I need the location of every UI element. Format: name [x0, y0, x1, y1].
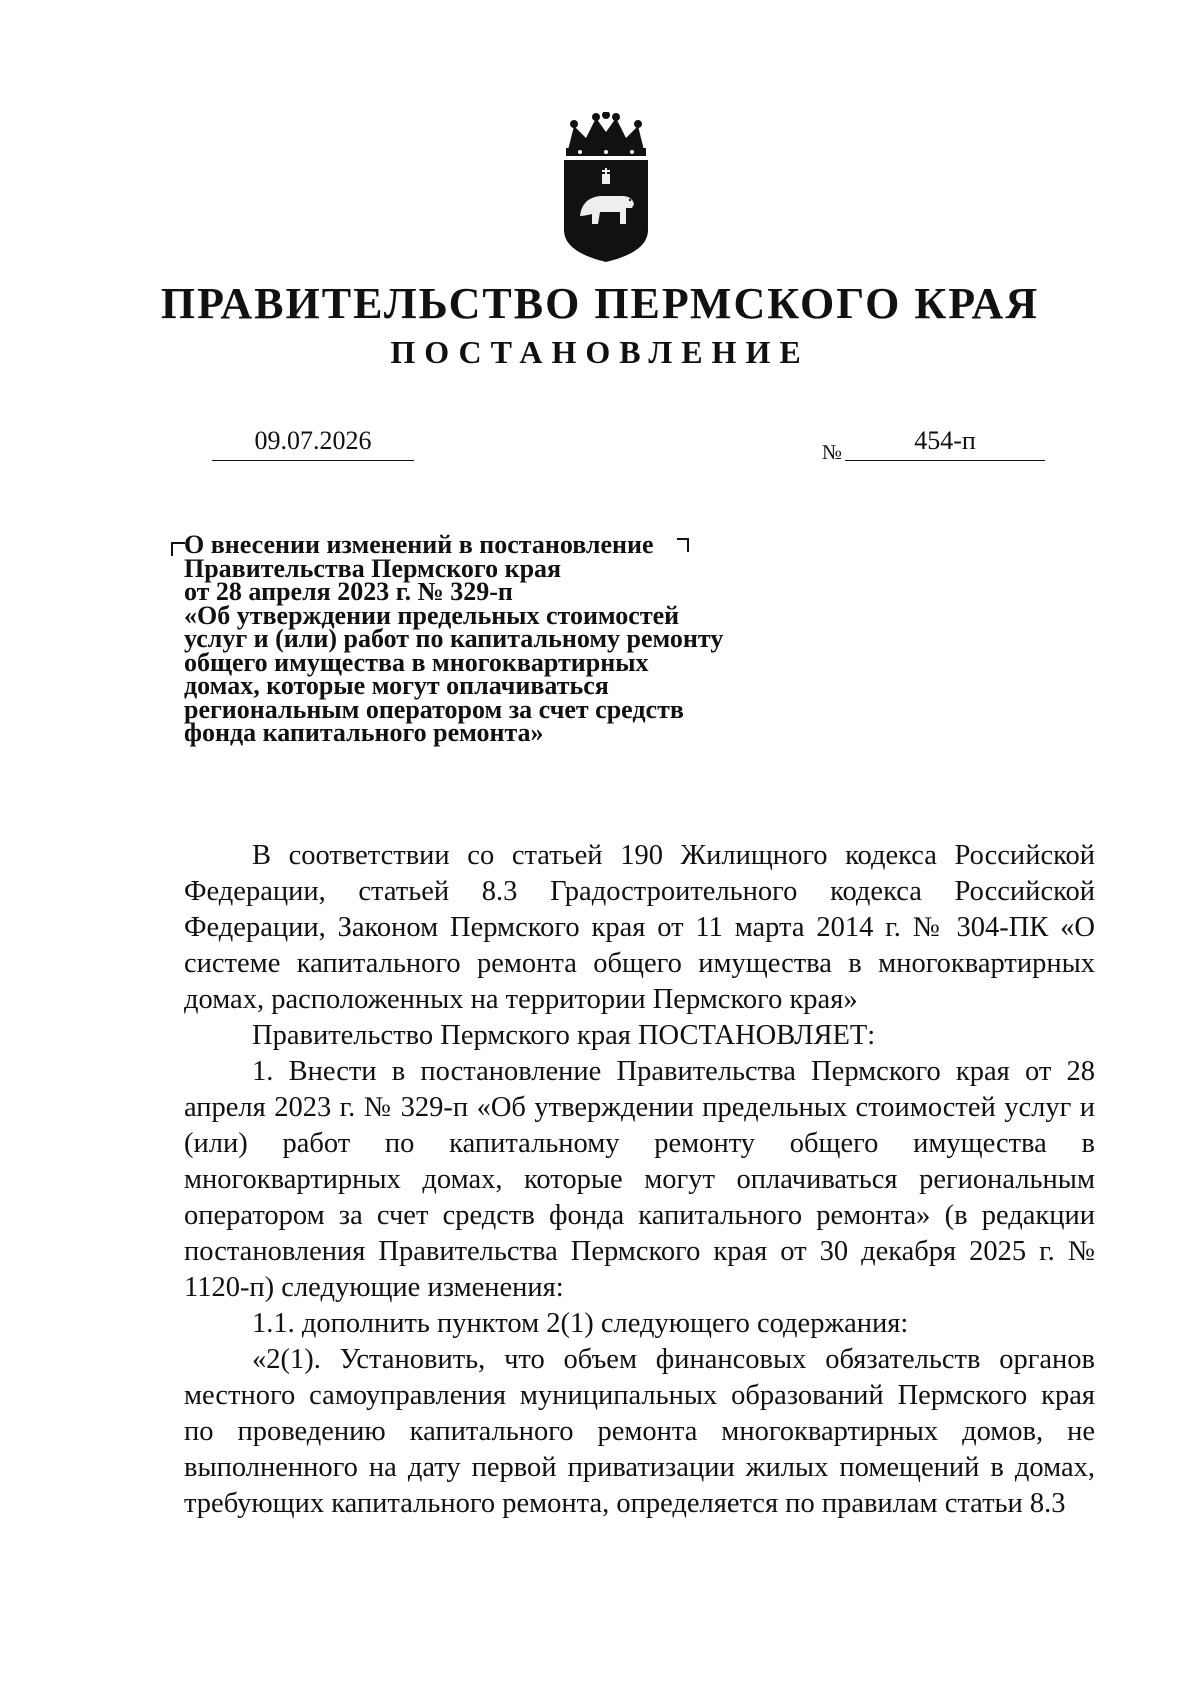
- document-body: [184, 838, 1095, 1522]
- number-sign: №: [822, 440, 843, 464]
- body-paragraph: 1.1. дополнить пунктом 2(1) следующего содержания:: [252, 1308, 909, 1339]
- subject-line: фонда капитального ремонта»: [184, 718, 544, 747]
- document-number: 454-п: [845, 426, 1045, 461]
- body-paragraph: «2(1). Установить, что объем финансовых обязательств органов местного самоуправления муниципальных образований Пермского края по проведению капитального ремонта многоквартирных домов, не выполненного на дату первой приватизации жилых помещений в домах, требующих капитального ремонта, определяется по правилам статьи 8.3: [184, 1344, 1095, 1519]
- subject-line: Правительства Пермского края: [184, 553, 562, 583]
- subject-line: региональным оператором за счет средств: [184, 694, 684, 724]
- government-title: ПРАВИТЕЛЬСТВО ПЕРМСКОГО КРАЯ: [160, 279, 1040, 328]
- subject-line: домах, которые могут оплачиваться: [184, 671, 609, 700]
- body-paragraph: В соответствии со статьей 190 Жилищного кодекса Российской Федерации, статьей 8.3 Градостроительного кодекса Российской Федерации, Законом Пермского края от 11 марта 2014 г. № 304-ПК «О системе капитального ремонта общего имущества в многоквартирных домах, расположенных на территории Пермского края»: [184, 840, 1095, 1015]
- document-date: 09.07.2026: [212, 426, 414, 461]
- subject-corner-left: [171, 542, 185, 556]
- document-type: ПОСТАНОВЛЕНИЕ: [390, 334, 810, 370]
- body-paragraph: 1. Внести в постановление Правительства Пермского края от 28 апреля 2023 г. № 329-п «Об утверждении предельных стоимостей услуг и (или) работ по капитальному ремонту общего имущества в многоквартирных домах, которые могут оплачиваться региональным оператором за счет средств фонда капитального ремонта» (в редакции постановления Правительства Пермского края от 30 декабря 2025 г. № 1120-п) следующие изменения:: [184, 1056, 1095, 1303]
- body-paragraph: Правительство Пермского края ПОСТАНОВЛЯЕТ:: [252, 1020, 876, 1051]
- perm-krai-coat-of-arms-icon: [560, 112, 652, 262]
- subject-line: от 28 апреля 2023 г. № 329-п: [184, 577, 513, 606]
- subject-line: услуг и (или) работ по капитальному ремонту: [184, 624, 724, 653]
- subject-line: общего имущества в многоквартирных: [184, 647, 649, 677]
- document-subject: [184, 530, 774, 747]
- subject-line: «Об утверждении предельных стоимостей: [184, 600, 680, 630]
- subject-line: О внесении изменений в постановление: [184, 530, 654, 559]
